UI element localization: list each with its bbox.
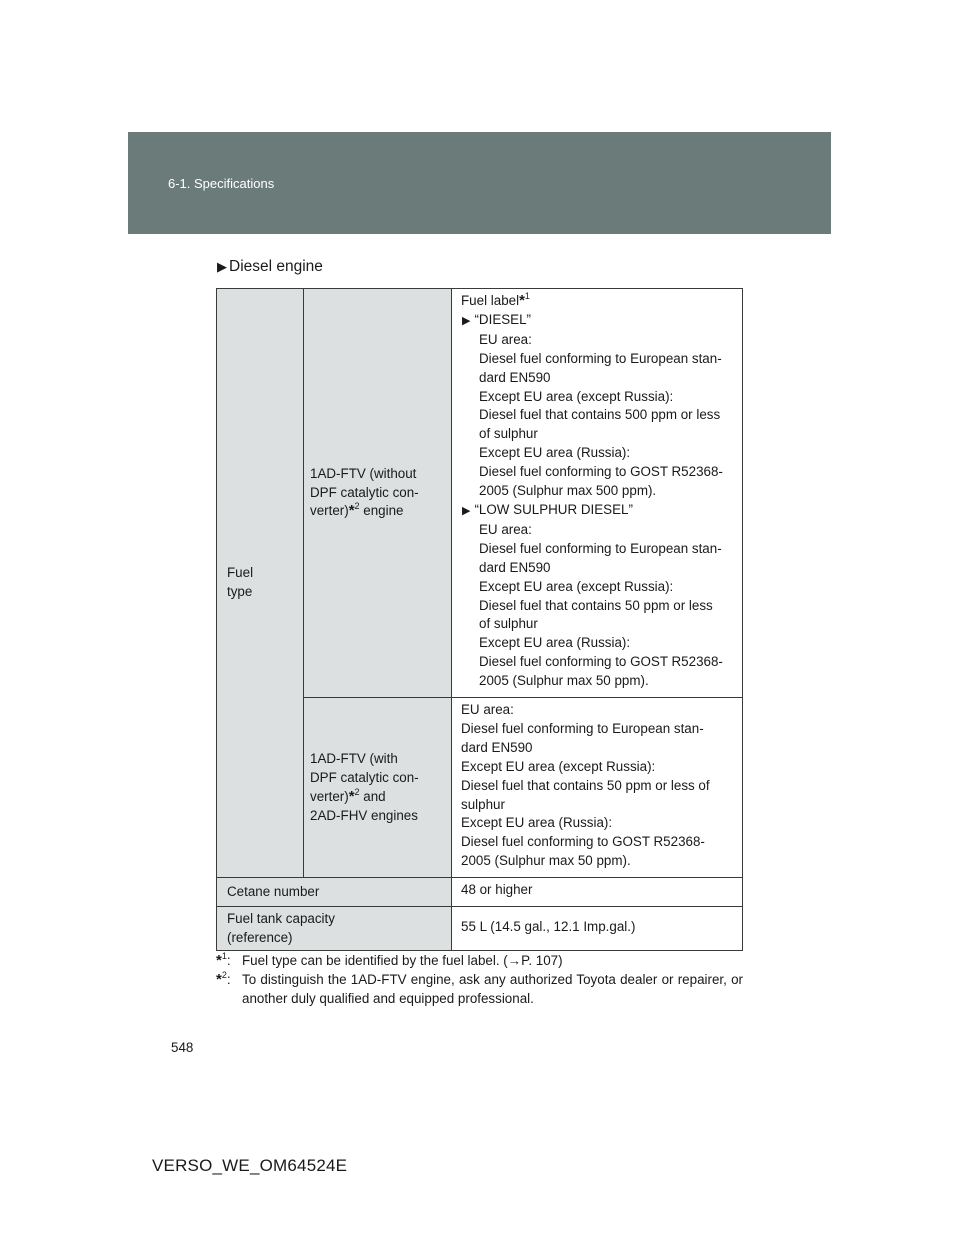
engine-b-fuel-spec: EU area: Diesel fuel conforming to European stan- dard EN590 Except EU area (except Russia): Diesel fuel that contains 50 ppm or less of sulphur Except EU area (Russia): Diesel fuel conforming to GOST R52368- 2005 (Sulphur max 50 ppm). (452, 698, 743, 878)
page-number: 548 (171, 1040, 194, 1055)
asterisk-icon: * (216, 971, 222, 988)
low-sulphur-label-item: ▶ “LOW SULPHUR DIESEL” (462, 501, 633, 517)
engine-a-name: 1AD-FTV (without DPF catalytic con- verter)*$^2$ engine (304, 289, 452, 698)
tank-value: 55 L (14.5 gal., 12.1 Imp.gal.) (452, 907, 743, 951)
triangle-bullet-icon: ▶ (217, 259, 227, 274)
triangle-bullet-icon: ▶ (462, 504, 471, 517)
header-band (128, 132, 831, 234)
engine-b-name: 1AD-FTV (with DPF catalytic con- verter)*$^2$ and 2AD-FHV engines (304, 698, 452, 878)
document-code: VERSO_WE_OM64524E (152, 1156, 348, 1175)
cetane-label: Cetane number (217, 878, 452, 907)
fuel-type-label: Fuel type (217, 289, 304, 878)
footnotes (216, 951, 743, 1008)
asterisk-icon: * (519, 292, 525, 309)
engine-a-fuel-spec (452, 289, 743, 698)
fuel-spec-table (216, 288, 743, 951)
cetane-value: 48 or higher (452, 878, 743, 907)
table-row-engine-a (217, 289, 743, 698)
table-row-tank (217, 907, 743, 951)
section-header: 6-1. Specifications (168, 176, 275, 191)
diesel-label-item: ▶ “DIESEL” (462, 311, 532, 327)
tank-label: Fuel tank capacity (reference) (217, 907, 452, 951)
section-title-text: Diesel engine (229, 258, 323, 275)
triangle-bullet-icon: ▶ (462, 314, 471, 327)
diesel-spec-lines: EU area: Diesel fuel conforming to European stan- dard EN590 Except EU area (except Russia): Diesel fuel that contains 500 ppm or less of sulphur Except EU area (Russia): Diesel fuel conforming to GOST R52368- 2005 (Sulphur max 500 ppm). (479, 331, 723, 499)
asterisk-icon: * (348, 787, 355, 805)
section-title (217, 258, 323, 276)
asterisk-icon: * (216, 952, 222, 969)
fuel-label-heading: Fuel label*$^1$ (461, 291, 530, 309)
table-row-cetane (217, 878, 743, 907)
asterisk-icon: * (348, 502, 355, 520)
footnote-1: *$^1$: Fuel type can be identified by the fuel label. (→P. 107) (216, 951, 563, 969)
footnote-2: *$^2$: To distinguish the 1AD-FTV engine, ask any authorized Toyota dealer or repairer, or another duly qualified and equipped professional. (216, 970, 743, 1006)
low-sulphur-spec-lines: EU area: Diesel fuel conforming to European stan- dard EN590 Except EU area (except Russia): Diesel fuel that contains 50 ppm or less of sulphur Except EU area (Russia): Diesel fuel conforming to GOST R52368- 2005 (Sulphur max 50 ppm). (479, 521, 723, 689)
